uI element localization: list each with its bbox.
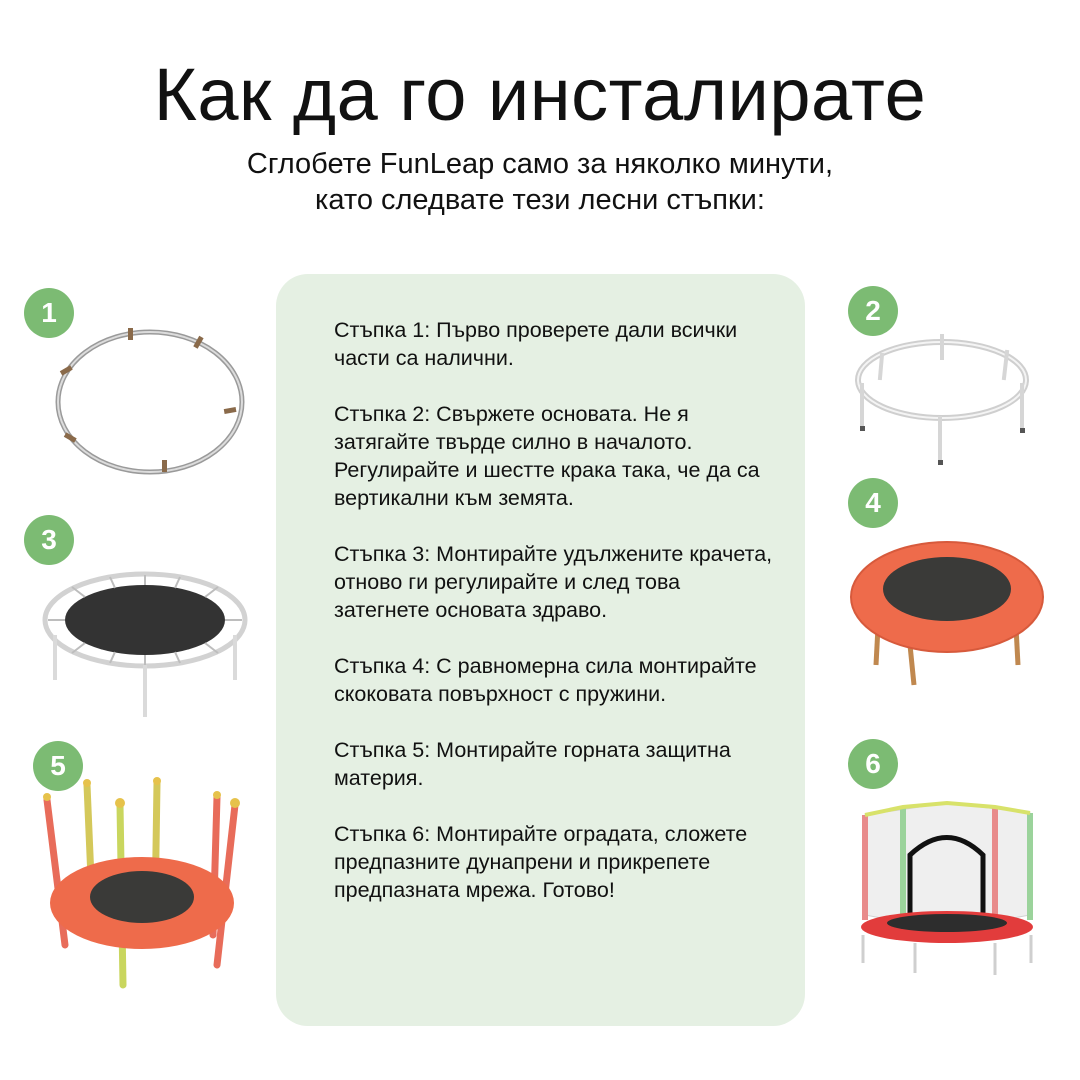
step-badge-3: 3: [24, 515, 74, 565]
enclosed-trampoline-illustration: [855, 795, 1040, 980]
page-title: Как да го инсталирате: [153, 53, 927, 136]
springs-mat-illustration: [40, 565, 255, 725]
step-badge-1: 1: [24, 288, 74, 338]
frame-ring-illustration: [50, 320, 250, 480]
poles-trampoline-illustration: [35, 775, 250, 990]
step-badge-4: 4: [848, 478, 898, 528]
subtitle-line-1: Сглобете FunLeap само за няколко минути,: [246, 148, 834, 180]
step-text-4: Стъпка 4: С равномерна сила монтирайте скоковата повърхност с пружини.: [334, 654, 757, 706]
step-text-5: Стъпка 5: Монтирайте горната защитна материя.: [334, 738, 731, 790]
step-badge-5: 5: [33, 741, 83, 791]
step-text-1: Стъпка 1: Първо проверете дали всички части са налични.: [334, 318, 738, 370]
frame-with-legs-illustration: [852, 330, 1032, 470]
instructions-panel: [276, 274, 805, 1026]
page-subtitle: [0, 146, 1080, 218]
steps-list: [334, 316, 774, 932]
step-badge-6: 6: [848, 739, 898, 789]
step-text-3: Стъпка 3: Монтирайте удължените крачета, отново ги регулирайте и след това затегнете основата здраво.: [334, 542, 773, 622]
step-text-6: Стъпка 6: Монтирайте оградата, сложете предпазните дунапрени и прикрепете предпазната мрежа. Готово!: [334, 822, 748, 902]
step-text-2: Стъпка 2: Свържете основата. Не я затягайте твърде силно в началото. Регулирайте и шестте крака така, че да са вертикални към земята.: [334, 402, 760, 510]
step-badge-2: 2: [848, 286, 898, 336]
subtitle-line-2: като следвате тези лесни стъпки:: [315, 184, 765, 216]
padded-trampoline-illustration: [848, 535, 1046, 695]
